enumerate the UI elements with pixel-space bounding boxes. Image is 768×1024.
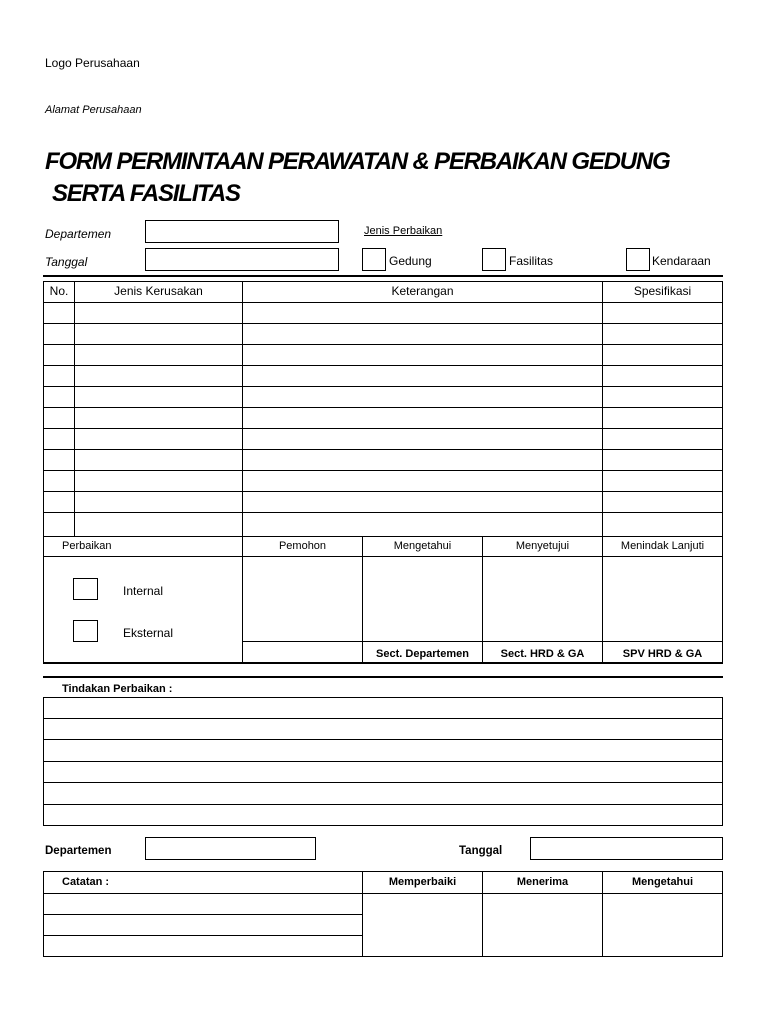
eksternal-checkbox[interactable] <box>73 620 98 642</box>
company-logo-placeholder: Logo Perusahaan <box>45 56 140 70</box>
footer-departemen-field[interactable] <box>145 837 316 860</box>
table-row <box>43 386 723 387</box>
header-keterangan: Keterangan <box>391 284 454 298</box>
footer-tanggal-field[interactable] <box>530 837 723 860</box>
footer-departemen-label: Departemen <box>45 845 112 857</box>
table-row <box>43 365 723 366</box>
internal-checkbox[interactable] <box>73 578 98 600</box>
tanggal-field[interactable] <box>145 248 339 271</box>
tindakan-line <box>43 804 723 805</box>
signatory-spv-hrd-ga: SPV HRD & GA <box>622 648 703 660</box>
catatan-label: Catatan : <box>62 876 110 888</box>
eksternal-label: Eksternal <box>123 626 174 640</box>
form-title-line1: FORM PERMINTAAN PERAWATAN & PERBAIKAN GEDUNG <box>45 148 670 175</box>
header-menyetujui: Menyetujui <box>515 540 570 552</box>
table-row <box>43 449 723 450</box>
damage-table-border <box>43 281 723 537</box>
header-mengetahui: Mengetahui <box>393 540 452 552</box>
header-pemohon: Pemohon <box>278 540 327 552</box>
kendaraan-option-label: Kendaraan <box>652 254 711 268</box>
table-row <box>43 302 723 303</box>
footer-tanggal-label: Tanggal <box>459 845 503 857</box>
kendaraan-checkbox[interactable] <box>626 248 650 271</box>
tindakan-line <box>43 761 723 762</box>
header-memperbaiki: Memperbaiki <box>388 876 457 888</box>
section-divider <box>43 275 723 277</box>
jenis-perbaikan-label: Jenis Perbaikan <box>364 225 443 237</box>
tanggal-label: Tanggal <box>45 255 88 269</box>
header-menerima: Menerima <box>516 876 569 888</box>
header-no: No. <box>49 284 69 298</box>
gedung-checkbox[interactable] <box>362 248 386 271</box>
company-address: Alamat Perusahaan <box>45 104 142 116</box>
header-menindak-lanjuti: Menindak Lanjuti <box>620 540 705 552</box>
signatory-sect-hrd-ga: Sect. HRD & GA <box>500 648 585 660</box>
section-divider <box>43 662 723 664</box>
departemen-field[interactable] <box>145 220 339 243</box>
perbaikan-label: Perbaikan <box>62 540 112 552</box>
tindakan-line <box>43 782 723 783</box>
gedung-option-label: Gedung <box>389 254 432 268</box>
table-row <box>43 344 723 345</box>
table-row <box>43 407 723 408</box>
fasilitas-checkbox[interactable] <box>482 248 506 271</box>
form-title-line2: SERTA FASILITAS <box>52 180 240 207</box>
table-row <box>43 323 723 324</box>
table-row <box>43 428 723 429</box>
internal-label: Internal <box>123 584 164 598</box>
fasilitas-option-label: Fasilitas <box>509 254 554 268</box>
table-row <box>43 470 723 471</box>
header-jenis-kerusakan: Jenis Kerusakan <box>114 284 203 298</box>
signatory-sect-departemen: Sect. Departemen <box>376 648 469 660</box>
table-row <box>43 512 723 513</box>
header-mengetahui-notes: Mengetahui <box>631 876 694 888</box>
tindakan-line <box>43 718 723 719</box>
table-row <box>43 491 723 492</box>
tindakan-line <box>43 739 723 740</box>
section-divider <box>43 676 723 678</box>
header-spesifikasi: Spesifikasi <box>633 284 692 298</box>
departemen-label: Departemen <box>45 227 112 241</box>
tindakan-perbaikan-label: Tindakan Perbaikan : <box>62 683 173 695</box>
